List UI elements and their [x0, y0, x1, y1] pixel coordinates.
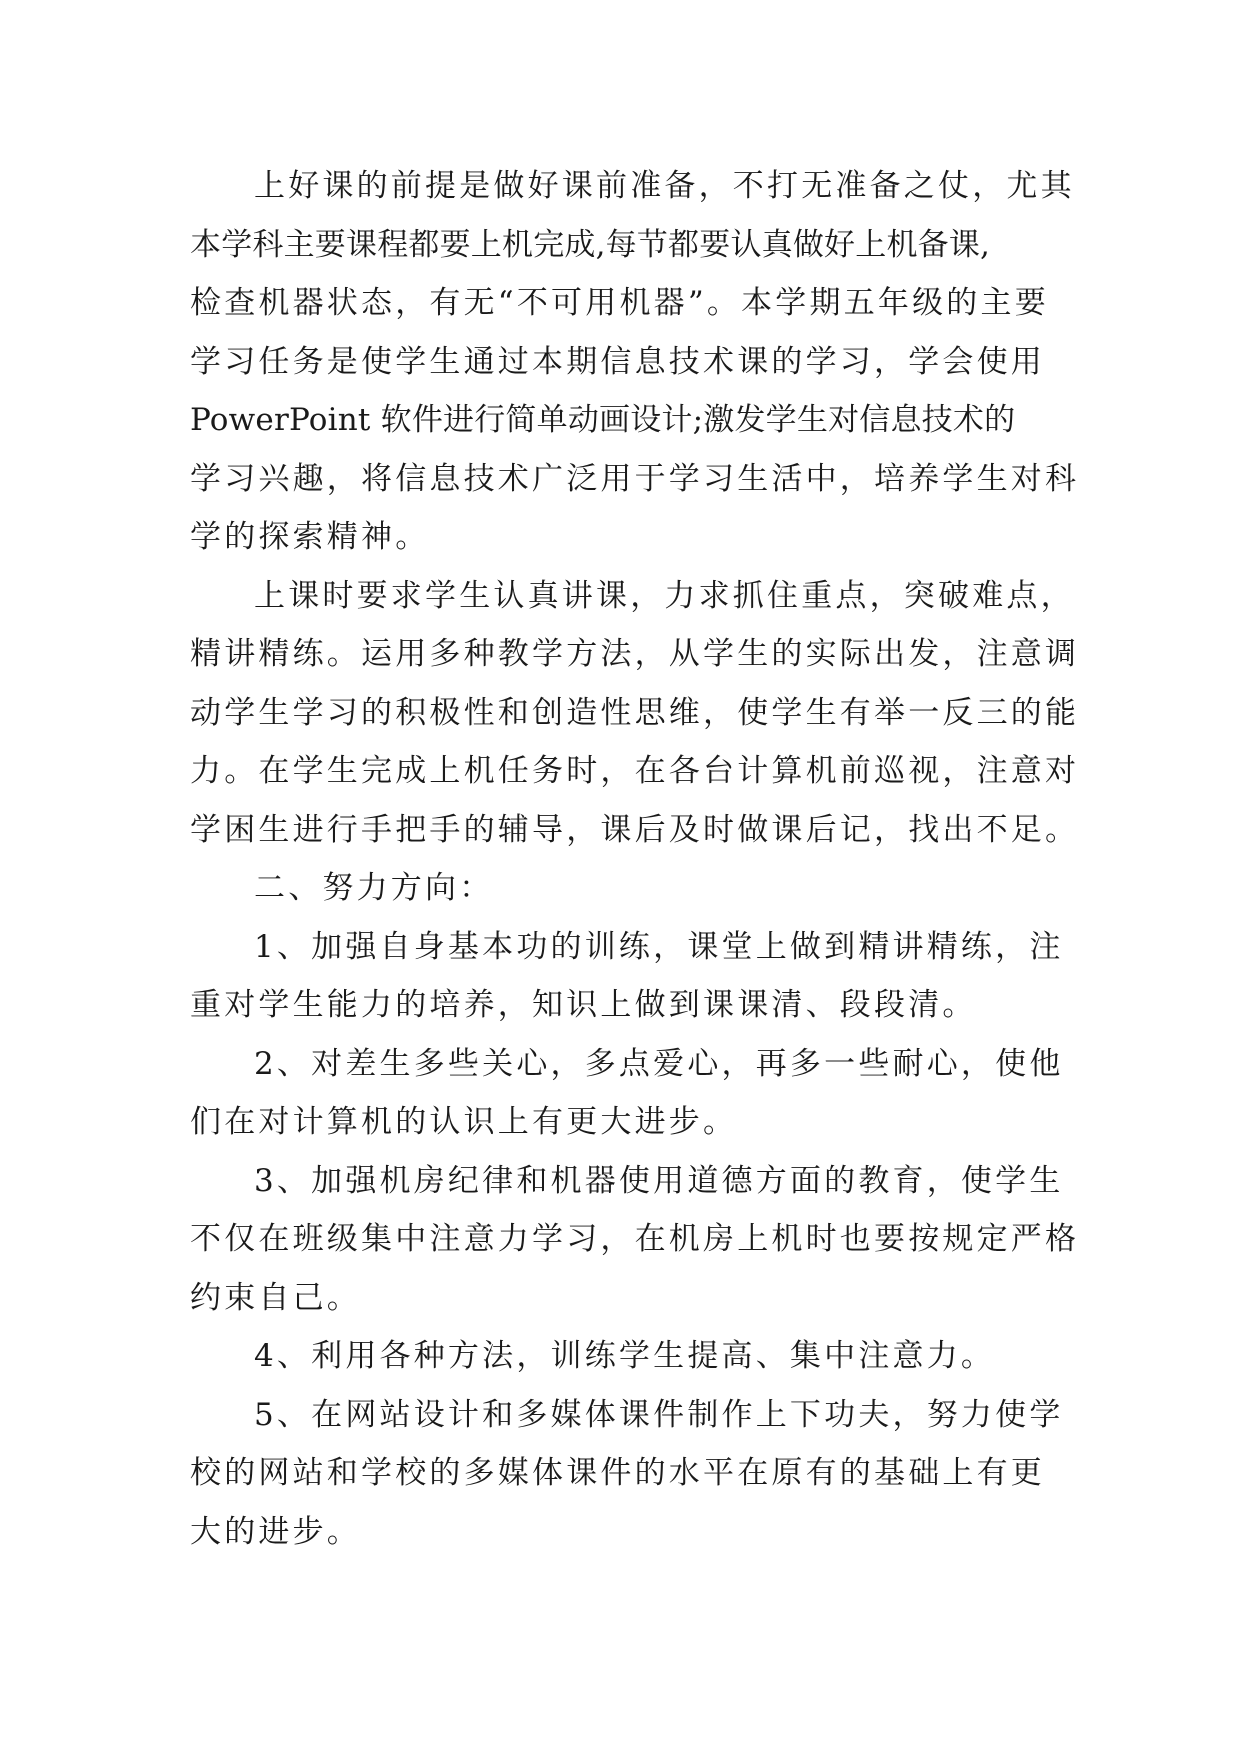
text-line: 检查机器状态，有无“不可用机器”。本学期五年级的主要 — [190, 285, 1049, 321]
text-line: 上好课的前提是做好课前准备，不打无准备之仗，尤其 — [254, 168, 1075, 204]
text-line: 4、利用各种方法，训练学生提高、集中注意力。 — [254, 1338, 996, 1374]
text-line: 5、在网站设计和多媒体课件制作上下功夫，努力使学 — [254, 1396, 1064, 1433]
text-line: 精讲精练。运用多种教学方法，从学生的实际出发，注意调 — [190, 636, 1080, 672]
text-line: 动学生学习的积极性和创造性思维，使学生有举一反三的能 — [190, 694, 1080, 731]
text-line: 们在对计算机的认识上有更大进步。 — [190, 1104, 738, 1140]
text-line: 2、对差生多些关心，多点爱心，再多一些耐心，使他 — [254, 1045, 1064, 1082]
text-line: 校的网站和学校的多媒体课件的水平在原有的基础上有更 — [190, 1455, 1045, 1491]
text-line: 学习任务是使学生通过本期信息技术课的学习，学会使用 — [190, 343, 1045, 380]
text-line: 约束自己。 — [190, 1279, 361, 1316]
text-line: 力。在学生完成上机任务时，在各台计算机前巡视，注意对 — [190, 753, 1080, 789]
text-line: 重对学生能力的培养，知识上做到课课清、段段清。 — [190, 987, 977, 1023]
text-line: 本学科主要课程都要上机完成,每节都要认真做好上机备课, — [190, 226, 991, 263]
text-line: PowerPoint 软件进行简单动画设计;激发学生对信息技术的 — [190, 402, 1016, 438]
text-line: 1、加强自身基本功的训练，课堂上做到精讲精练，注 — [254, 928, 1064, 965]
text-line: 上课时要求学生认真讲课，力求抓住重点，突破难点， — [254, 577, 1075, 614]
text-line: 不仅在班级集中注意力学习，在机房上机时也要按规定严格 — [190, 1221, 1080, 1257]
text-line: 二、努力方向： — [254, 870, 494, 906]
text-line: 学困生进行手把手的辅导，课后及时做课后记，找出不足。 — [190, 811, 1080, 848]
text-line: 3、加强机房纪律和机器使用道德方面的教育，使学生 — [254, 1162, 1064, 1199]
document-body — [190, 157, 1090, 1561]
text-line: 学习兴趣，将信息技术广泛用于学习生活中，培养学生对科 — [190, 460, 1080, 497]
text-line: 学的探索精神。 — [190, 519, 430, 555]
text-line: 大的进步。 — [190, 1513, 361, 1550]
